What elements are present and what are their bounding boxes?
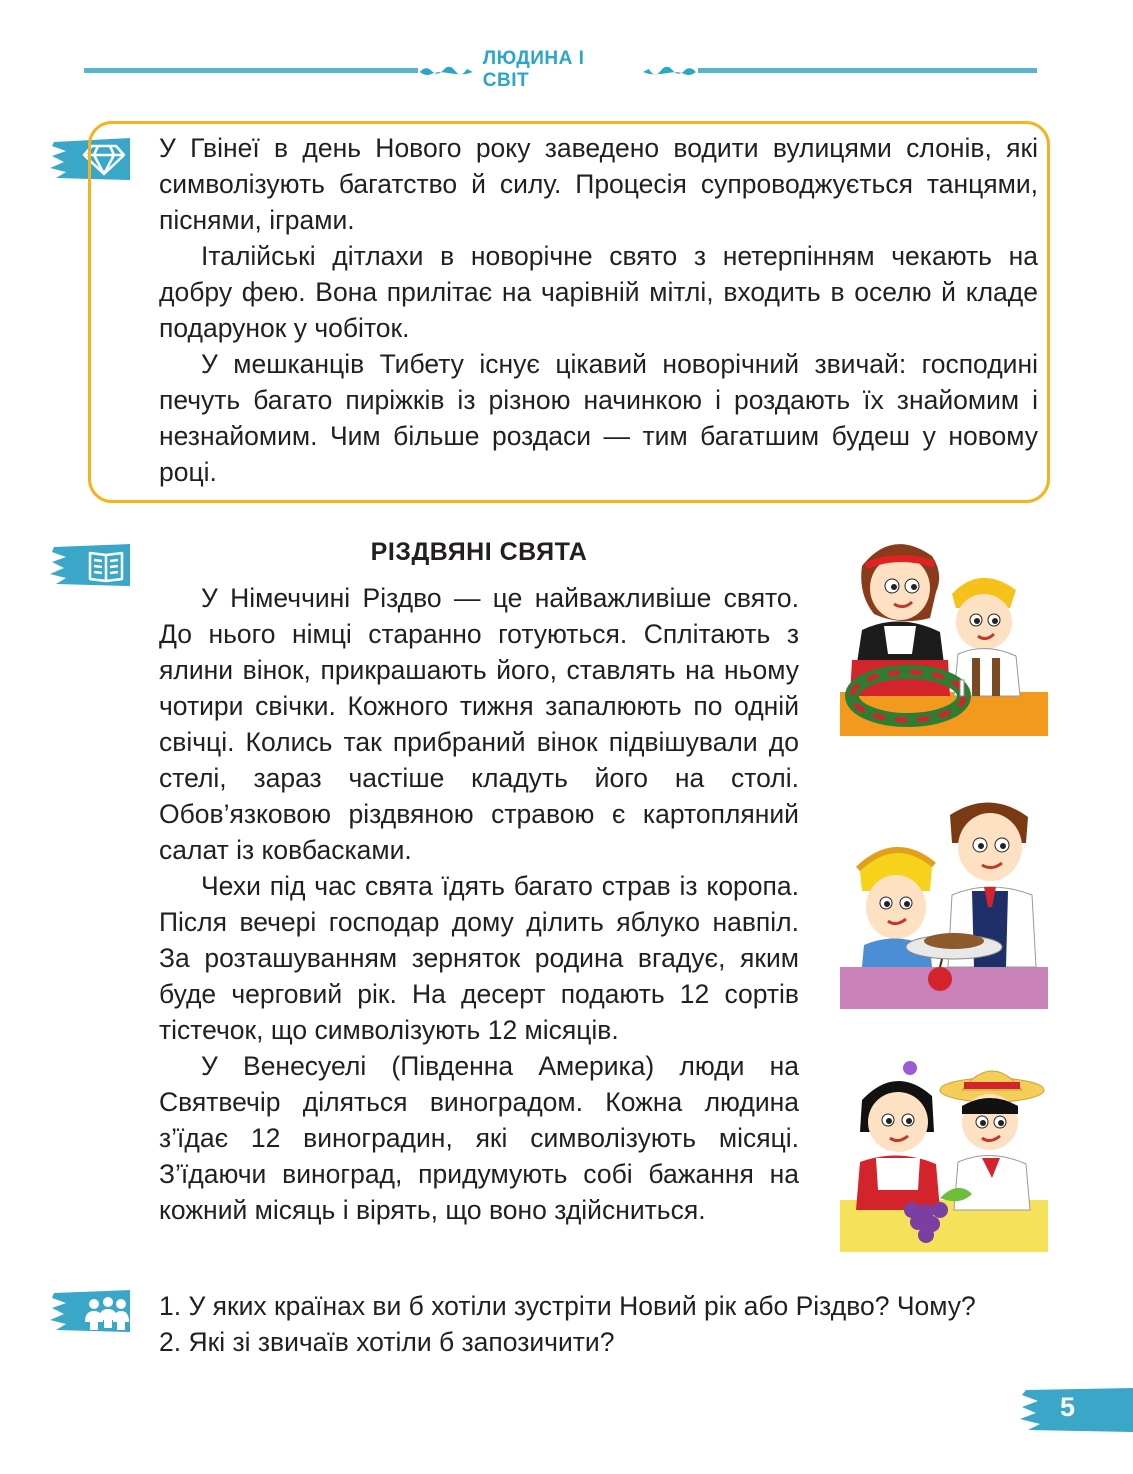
discussion-questions (159, 1288, 1059, 1360)
flourish-left-icon (418, 63, 475, 77)
fun-facts-text (159, 130, 1038, 490)
header-title: ЛЮДИНА І СВІТ (482, 48, 585, 91)
question-item: 2. Які зі звичаїв хотіли б запозичити? (159, 1327, 615, 1357)
flourish-right-icon (641, 63, 698, 77)
section-title: РІЗДВЯНІ СВЯТА (370, 538, 588, 566)
page-number: 5 (1060, 1392, 1076, 1422)
illustration-czech-apple (840, 795, 1050, 1010)
illustration-germany-wreath (840, 530, 1050, 738)
illustration-venezuela-grapes (840, 1060, 1050, 1255)
people-icon (50, 1288, 130, 1334)
question-item: 1. У яких країнах ви б хотіли зустріти Новий рік або Різдво? Чому? (159, 1291, 976, 1321)
running-header (418, 48, 698, 91)
paragraph: У Німеччині Різдво — це найважливіше свято. До нього німці старанно готуються. Сплітають з ялини вінок, прикрашають його, ставлять на ньому чотири свічки. Кожного тижня запалюють по одній свічці. Колись так прибраний вінок підвішували до стелі, зараз частіше кладуть його на столі. Обов’язковою різдвяною стравою є картопляний салат із ковбасками. (159, 583, 799, 865)
paragraph: Чехи під час свята їдять багато страв із коропа. Після вечері господар дому ділить яблуко навпіл. За розташуванням зерняток родина вгадує, яким буде черговий рік. На десерт подають 12 сортів тістечок, що символізують 12 місяців. (159, 871, 799, 1045)
paragraph: У мешканців Тибету існує цікавий новорічний звичай: господині печуть багато пиріжків із різною начинкою і роздають їх знайомим і незнайомим. Чим більше роздаси — тим багатшим будеш у новому році. (159, 349, 1038, 487)
reading-tab (50, 542, 130, 588)
paragraph: У Гвінеї в день Нового року заведено водити вулицями слонів, які символізують багатство й силу. Процесія супроводжується танцями, піснями, іграми. (159, 133, 1038, 235)
christmas-text (159, 580, 799, 1228)
paragraph: У Венесуелі (Південна Америка) люди на Святвечір діляться виноградом. Кожна людина з’їдає 12 виноградин, які символізують місяці. З’їдаючи виноград, придумують собі бажання на кожний місяць і вірять, що воно здійсниться. (159, 1051, 799, 1225)
discussion-tab (50, 1288, 130, 1334)
open-book-icon (50, 542, 130, 588)
page-number-tab (1020, 1386, 1133, 1432)
paragraph: Італійські дітлахи в новорічне свято з нетерпінням чекають на добру фею. Вона прилітає на чарівній мітлі, входить в оселю й кладе подарунок у чобіток. (159, 241, 1038, 343)
